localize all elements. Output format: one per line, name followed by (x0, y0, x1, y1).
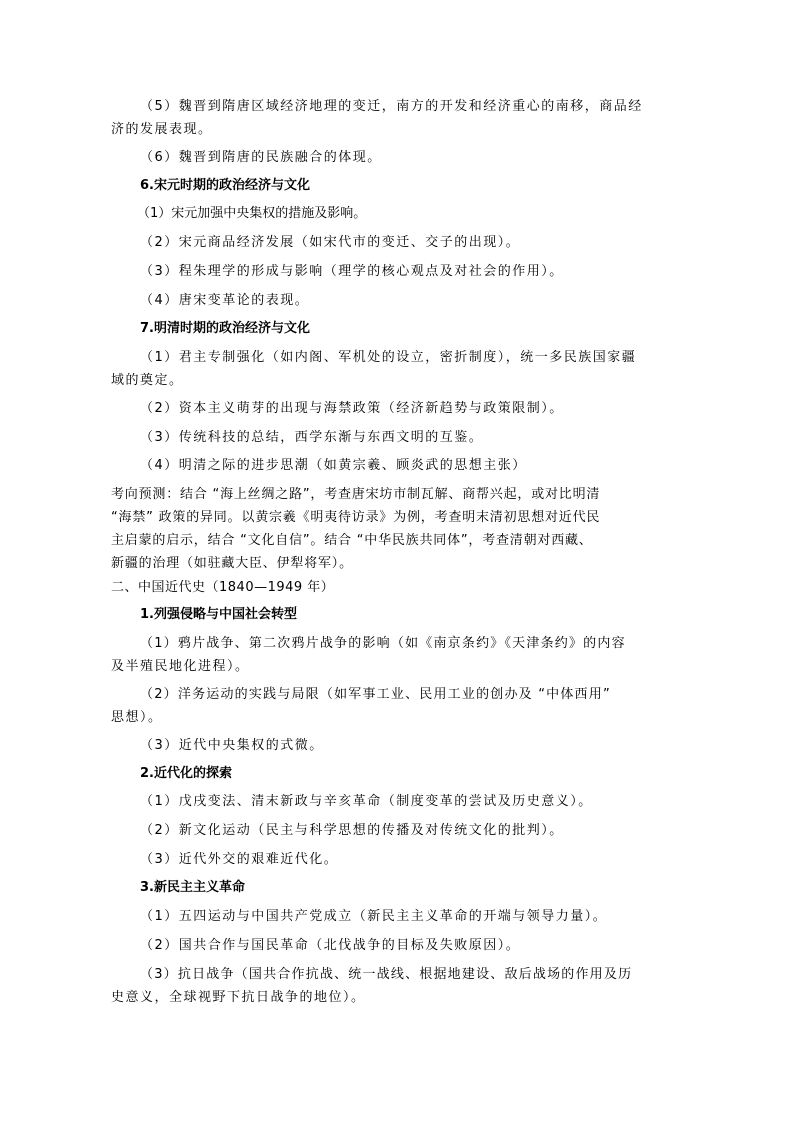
section-heading: 7.明清时期的政治经济与文化 (140, 321, 310, 336)
paragraph-line: （3）近代外交的艰难近代化。 (140, 852, 339, 867)
paragraph-line: （3）传统科技的总结，西学东渐与东西文明的互鉴。 (140, 430, 484, 445)
paragraph-line: “海禁” 政策的异同。以黄宗羲《明夷待访录》为例，考查明末清初思想对近代民 (111, 510, 601, 525)
paragraph-line: 考向预测：结合 “海上丝绸之路”，考查唐宋坊市制瓦解、商帮兴起，或对比明清 (111, 487, 601, 502)
paragraph-line: （1）戊戌变法、清末新政与辛亥革命（制度变革的尝试及历史意义）。 (140, 794, 593, 809)
paragraph-line: （1）君主专制强化（如内阁、军机处的设立，密折制度），统一多民族国家疆 (140, 350, 637, 365)
paragraph-line: （2）新文化运动（民主与科学思想的传播及对传统文化的批判）。 (140, 823, 564, 838)
paragraph-line: （6）魏晋到隋唐的民族融合的体现。 (140, 150, 382, 165)
paragraph-line: （2）国共合作与国民革命（北伐战争的目标及失败原因）。 (140, 938, 521, 953)
paragraph-line: （4）唐宋变革论的表现。 (140, 293, 310, 308)
paragraph-line: 思想）。 (111, 710, 163, 725)
paragraph-line: 新疆的治理（如驻藏大臣、伊犁将军）。 (111, 556, 353, 571)
paragraph-line: （3）近代中央集权的式微。 (140, 738, 324, 753)
section-heading: 二、中国近代史（1840—1949 年） (111, 580, 335, 595)
paragraph-line: （1）宋元加强中央集权的措施及影响。 (137, 206, 367, 221)
section-heading: 6.宋元时期的政治经济与文化 (140, 178, 310, 193)
paragraph-line: 史意义，全球视野下抗日战争的地位）。 (111, 990, 366, 1005)
paragraph-line: （1）鸦片战争、第二次鸦片战争的影响（如《南京条约》《天津条约》的内容 (140, 636, 626, 651)
paragraph-line: （3）抗日战争（国共合作抗战、统一战线、根据地建设、敌后战场的作用及历 (140, 967, 633, 982)
paragraph-line: （5）魏晋到隋唐区域经济地理的变迁，南方的开发和经济重心的南移，商品经 (140, 99, 643, 114)
paragraph-line: （2）宋元商品经济发展（如宋代市的变迁、交子的出现）。 (140, 235, 521, 250)
section-heading: 1.列强侵略与中国社会转型 (140, 607, 297, 622)
paragraph-line: （4）明清之际的进步思潮（如黄宗羲、顾炎武的思想主张） (140, 458, 527, 473)
paragraph-line: （2）洋务运动的实践与局限（如军事工业、民用工业的创办及 “中体西用” (140, 687, 611, 702)
paragraph-line: 域的奠定。 (111, 373, 184, 388)
paragraph-line: （1）五四运动与中国共产党成立（新民主主义革命的开端与领导力量）。 (140, 909, 608, 924)
section-heading: 2.近代化的探索 (140, 766, 232, 781)
paragraph-line: 及半殖民地化进程）。 (111, 659, 250, 674)
paragraph-line: （3）程朱理学的形成与影响（理学的核心观点及对社会的作用）。 (140, 264, 564, 279)
paragraph-line: （2）资本主义萌芽的出现与海禁政策（经济新趋势与政策限制）。 (140, 401, 564, 416)
section-heading: 3.新民主主义革命 (140, 880, 245, 895)
paragraph-line: 主启蒙的启示，结合 “文化自信”。结合 “中华民族共同体”，考查清朝对西藏、 (111, 533, 593, 548)
paragraph-line: 济的发展表现。 (111, 122, 213, 137)
